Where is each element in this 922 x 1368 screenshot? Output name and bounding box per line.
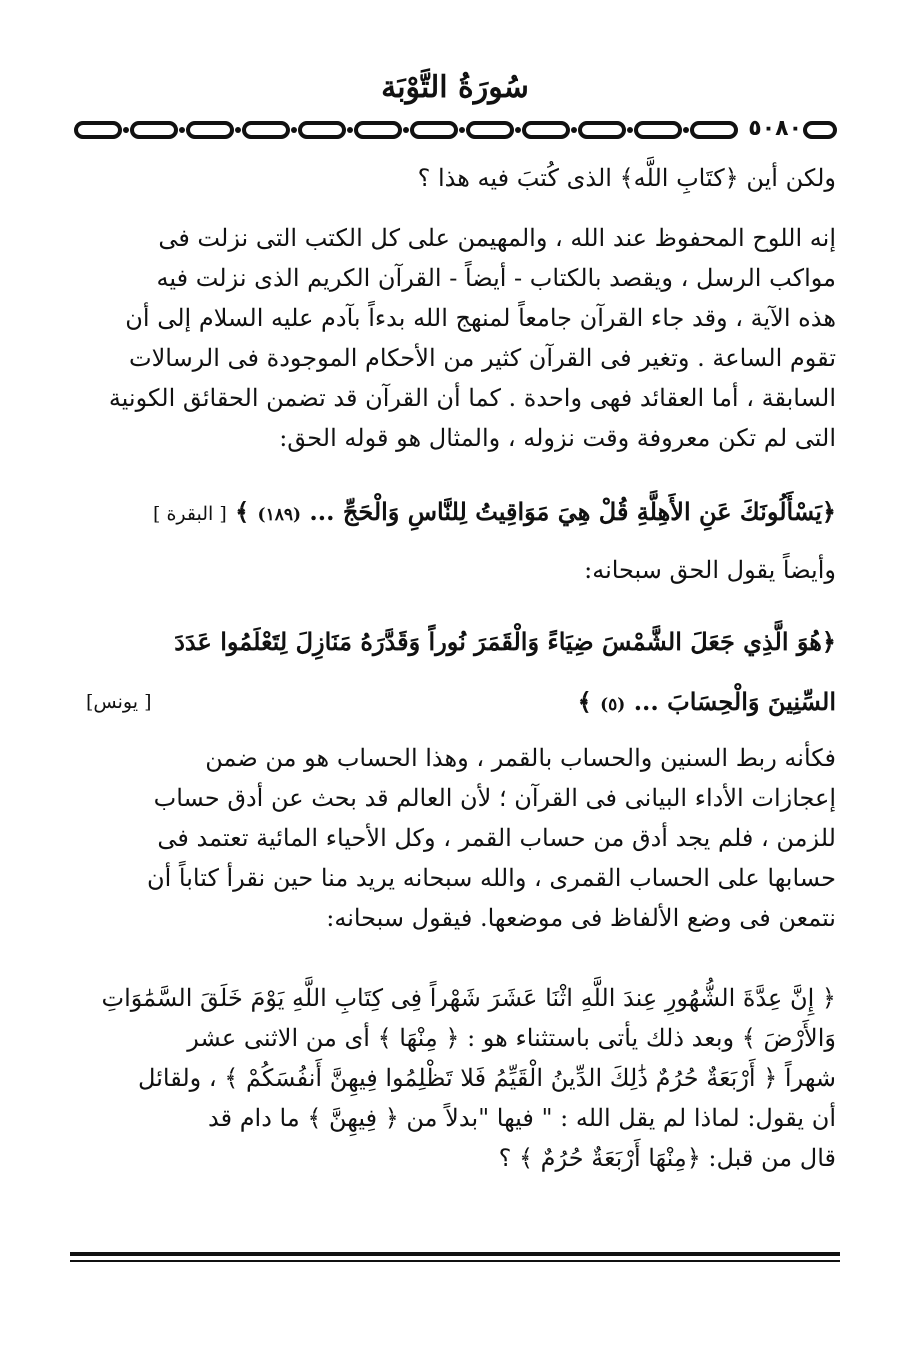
- paragraph-line: السابقة ، أما العقائد فهى واحدة . كما أن القرآن قد تضمن الحقائق الكونية: [108, 384, 836, 412]
- paragraph-line: فكأنه ربط السنين والحساب بالقمر ، وهذا الحساب هو من ضمن: [205, 744, 836, 772]
- paragraph-line: إنه اللوح المحفوظ عند الله ، والمهيمن على كل الكتب التى نزلت فى: [158, 224, 836, 252]
- verse-yunus: [86, 612, 836, 735]
- paragraph-line: نتمعن فى وضع الألفاظ فى موضعها. فيقول سبحانه:: [326, 904, 836, 932]
- transition-line: [86, 550, 836, 590]
- intro-line: ولكن أين ﴿كتَابِ اللَّه﴾ الذى كُتبَ فيه هذا ؟: [417, 164, 836, 192]
- paragraph-line: للزمن ، فلم يجد أدق من حساب القمر ، وكل الأحياء المائية تعتمد فى: [157, 824, 836, 852]
- transition-text: وأيضاً يقول الحق سبحانه:: [584, 556, 836, 584]
- paragraph-line: قال من قبل: ﴿مِنْهَا أَرْبَعَةٌ حُرُمٌ ﴾ ؟: [498, 1144, 836, 1172]
- footer-rule: [70, 1252, 840, 1266]
- paragraph-line: مواكب الرسل ، ويقصد بالكتاب - أيضاً - القرآن الكريم الذى نزلت فيه: [156, 264, 836, 292]
- page-number: ٥٠٨٠: [748, 116, 802, 141]
- ayah-number: (٥): [600, 695, 626, 715]
- surah-reference: [ البقرة ]: [153, 503, 227, 525]
- verse-text: ﴿يَسْأَلُونَكَ عَنِ الأَهِلَّةِ قُلْ هِيَ مَوَاقِيتُ لِلنَّاسِ وَالْحَجِّ ...: [309, 497, 836, 526]
- paragraph-line: إعجازات الأداء البيانى فى القرآن ؛ لأن العالم قد بحث عن أدق حساب: [153, 784, 836, 812]
- paragraph-3: [86, 978, 836, 1178]
- paragraph-line: هذه الآية ، وقد جاء القرآن جامعاً لمنهج الله بدءاً بآدم عليه السلام إلى أن: [125, 304, 836, 332]
- paragraph-line: التى لم تكن معروفة وقت نزوله ، والمثال هو قوله الحق:: [279, 424, 836, 452]
- intro-question: [86, 158, 836, 198]
- paragraph-line: ﴿ إِنَّ عِدَّةَ الشُّهُورِ عِندَ اللَّهِ اثْنَا عَشَرَ شَهْراً فِى كِتَابِ اللَّهِ يَوْمَ خَلَقَ السَّمَٰوَاتِ: [101, 984, 836, 1012]
- paragraph-line: وَالأَرْضَ ﴾ وبعد ذلك يأتى باستثناء هو : ﴿ مِنْهَا ﴾ أى من الاثنى عشر: [187, 1024, 836, 1052]
- verse-close: ﴾: [235, 497, 250, 526]
- paragraph-1: [86, 218, 836, 458]
- verse-baqarah: [86, 492, 836, 535]
- paragraph-line: أن يقول: لماذا لم يقل الله : " فيها "بدلاً من ﴿ فِيهِنَّ ﴾ ما دام قد: [208, 1104, 836, 1132]
- ayah-number: (١٨٩): [257, 505, 302, 525]
- paragraph-line: تقوم الساعة . وتغير فى القرآن كثير من الأحكام الموجودة فى الرسالات: [128, 344, 836, 372]
- header-ornament-row: [70, 113, 840, 147]
- surah-title: سُورَةُ التَّوْبَة: [381, 70, 529, 105]
- verse-line: ﴿هُوَ الَّذِي جَعَلَ الشَّمْسَ ضِيَاءً وَالْقَمَرَ نُوراً وَقَدَّرَهُ مَنَازِلَ لِتَعْلَمُوا عَدَدَ: [174, 627, 836, 656]
- paragraph-2: [86, 738, 836, 938]
- chain-ornament: [70, 113, 840, 147]
- verse-text: السِّنِينَ وَالْحِسَابَ ...: [633, 687, 836, 716]
- verse-close: ﴾: [577, 687, 592, 716]
- surah-reference: [ يونس]: [86, 691, 152, 713]
- paragraph-line: حسابها على الحساب القمرى ، والله سبحانه يريد منا حين نقرأ كتاباً أن: [146, 864, 836, 892]
- paragraph-line: شهراً ﴿ أَرْبَعَةٌ حُرُمٌ ذَٰلِكَ الدِّينُ الْقَيِّمُ فَلا تَظْلِمُوا فِيهِنَّ أَنفُسَكُمْ ﴾ ، ولقائل: [138, 1064, 836, 1092]
